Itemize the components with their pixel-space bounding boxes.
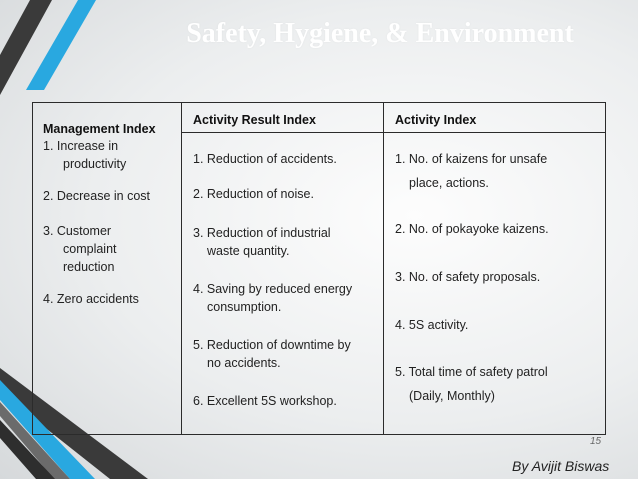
management-item-1: 1. Increase in productivity: [43, 139, 127, 171]
management-item-2: 2. Decrease in cost: [43, 189, 150, 203]
activity-item-3: 3. No. of safety proposals.: [395, 270, 541, 284]
column-divider-1: [181, 103, 182, 434]
management-item-4: 4. Zero accidents: [43, 292, 139, 306]
column-divider-2: [383, 103, 384, 434]
author-footer: By Avijit Biswas: [512, 458, 610, 474]
activity-item-5: 5. Total time of safety patrol (Daily, Monthly): [395, 365, 548, 403]
header-divider: [181, 132, 606, 133]
index-table: [32, 102, 606, 435]
slide-title: Safety, Hygiene, & Environment: [186, 18, 574, 49]
management-item-3: 3. Customer complaint reduction: [43, 224, 117, 274]
activity-result-index-header: Activity Result Index: [193, 113, 316, 127]
activity-result-item-5: 5. Reduction of downtime by no accidents.: [193, 338, 351, 370]
management-index-header: Management Index: [43, 122, 156, 136]
activity-result-item-1: 1. Reduction of accidents.: [193, 152, 337, 166]
activity-result-item-3: 3. Reduction of industrial waste quantity.: [193, 226, 331, 258]
activity-result-item-4: 4. Saving by reduced energy consumption.: [193, 282, 353, 314]
activity-item-1: 1. No. of kaizens for unsafe place, actions.: [395, 152, 548, 190]
activity-index-header: Activity Index: [395, 113, 477, 127]
activity-result-item-6: 6. Excellent 5S workshop.: [193, 394, 337, 408]
activity-item-4: 4. 5S activity.: [395, 318, 469, 332]
activity-result-item-2: 2. Reduction of noise.: [193, 187, 314, 201]
activity-item-2: 2. No. of pokayoke kaizens.: [395, 222, 549, 236]
page-number: 15: [590, 436, 602, 447]
